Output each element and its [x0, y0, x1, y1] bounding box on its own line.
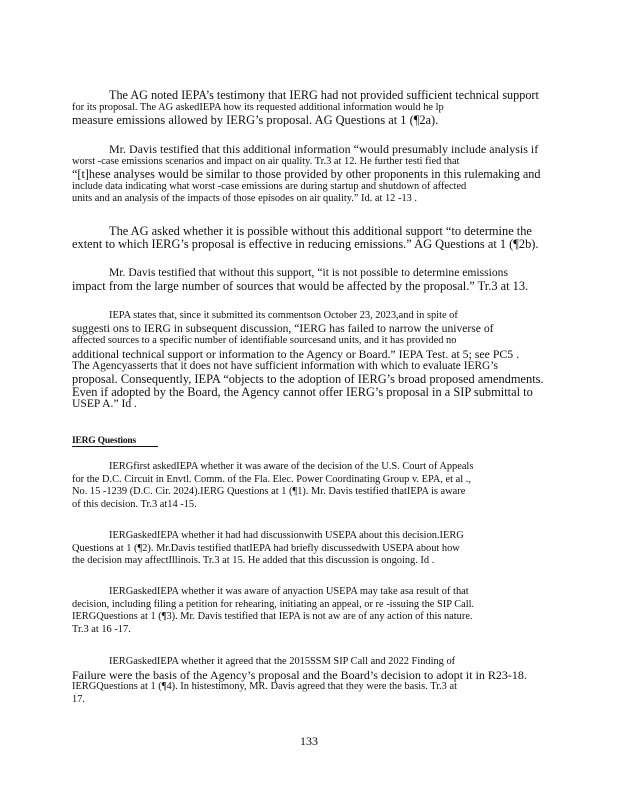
text-line: worst -case emissions scenarios and impact on air quality. Tr.3 at 12. He further testi fied that: [72, 155, 460, 167]
text-line: The Agencyasserts that it does not have sufficient information with which to evaluate IERG’s: [72, 360, 498, 373]
paragraph-davis-additional-info: [72, 143, 544, 206]
text-line: of this decision. Tr.3 at14 -15.: [72, 498, 197, 510]
paragraph-ag-noted-support: [72, 89, 544, 127]
text-line: affected sources to a specific number of identifiable sourcesand units, and it has provided no: [72, 335, 457, 347]
text-line: impact from the large number of sources that would be affected by the proposal.” Tr.3 at 13.: [72, 278, 529, 293]
text-line: Even if adopted by the Board, the Agency cannot offer IERG’s proposal in a SIP submittal to: [72, 384, 533, 399]
paragraph-davis-not-possible: [72, 267, 544, 292]
text-line: for its proposal. The AG askedIEPA how its requested additional information would he lp: [72, 101, 444, 113]
paragraph-ierg-asked-discussion: [72, 530, 544, 568]
text-line: No. 15 -1239 (D.C. Cir. 2024).IERG Questions at 1 (¶1). Mr. Davis testified thatIEPA is aware: [72, 486, 466, 498]
paragraph-iepa-states: [72, 310, 544, 411]
text-line: The AG asked whether it is possible without this additional support “to determine the: [109, 224, 532, 238]
paragraph-ierg-asked-action: [72, 586, 544, 636]
text-line: Questions at 1 (¶2). Mr.Davis testified thatIEPA had briefly discussedwith USEPA about how: [72, 542, 460, 554]
text-line: include data indicating what worst -case emissions are during startup and shutdown of affected: [72, 180, 467, 192]
text-line: Failure were the basis of the Agency’s proposal and the Board’s decision to adopt it in R23-18.: [72, 667, 527, 682]
paragraph-ierg-asked-agreed: [72, 656, 544, 706]
text-line: IERGQuestions at 1 (¶3). Mr. Davis testified that IEPA is not aw are of any action of this nature.: [72, 611, 473, 623]
text-line: suggesti ons to IERG in subsequent discussion, “IERG has failed to narrow the universe of: [72, 321, 494, 335]
text-line: Mr. Davis testified that without this support, “it is not possible to determine emissions: [109, 266, 508, 279]
text-line: USEP A.” Id .: [72, 397, 137, 411]
text-line: measure emissions allowed by IERG’s proposal. AG Questions at 1 (¶2a).: [72, 113, 439, 128]
text-line: “[t]hese analyses would be similar to those provided by other proponents in this rulemaking and: [72, 167, 541, 182]
text-line: IERGaskedIEPA whether it agreed that the 2015SSM SIP Call and 2022 Finding of: [109, 656, 456, 667]
text-line: for the D.C. Circuit in Envtl. Comm. of the Fla. Elec. Power Coordinating Group v. EPA, et al .,: [72, 473, 471, 485]
text-line: IERGQuestions at 1 (¶4). In histestimony, MR. Davis agreed that they were the basis. Tr.3 at: [72, 681, 457, 693]
text-line: extent to which IERG’s proposal is effective in reducing emissions.” AG Questions at 1 (¶2b).: [72, 236, 539, 251]
text-line: Mr. Davis testified that this additional information “would presumably include analysis if: [109, 142, 539, 156]
text-line: IERGfirst askedIEPA whether it was aware of the decision of the U.S. Court of Appeals: [109, 461, 474, 472]
text-line: IEPA states that, since it submitted its commentson October 23, 2023,and in spite of: [109, 310, 458, 321]
text-line: additional technical support or information to the Agency or Board.” IEPA Test. at 5; see PC5 .: [72, 346, 520, 361]
text-line: IERGaskedIEPA whether it was aware of anyaction USEPA may take asa result of that: [109, 586, 469, 597]
paragraph-ierg-first-asked: [72, 461, 544, 511]
text-line: the decision may affectIllinois. Tr.3 at 15. He added that this discussion is ongoing. Id .: [72, 555, 435, 567]
page-number: 133: [300, 734, 318, 748]
section-heading-ierg-questions: IERG Questions: [72, 436, 158, 447]
paragraph-ag-asked-possible: [72, 225, 544, 250]
text-line: decision, including filing a petition for rehearing, initiating an appeal, or re -issuing the SIP Call.: [72, 598, 475, 610]
text-line: The AG noted IEPA’s testimony that IERG had not provided sufficient technical support: [109, 88, 539, 102]
text-line: Tr.3 at 16 -17.: [72, 623, 131, 635]
text-line: 17.: [72, 693, 85, 705]
text-line: IERGaskedIEPA whether it had had discussionwith USEPA about this decision.IERG: [109, 530, 464, 541]
text-line: proposal. Consequently, IEPA “objects to the adoption of IERG’s broad proposed amendments.: [72, 371, 544, 386]
text-line: units and an analysis of the impacts of those episodes on air quality.” Id. at 12 -13 .: [72, 193, 418, 205]
